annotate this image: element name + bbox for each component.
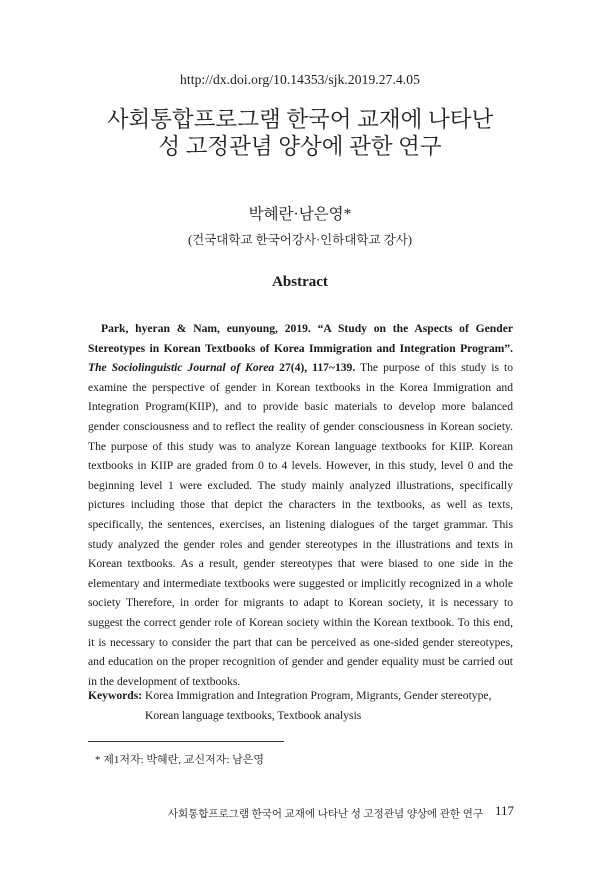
author-names: 박혜란·남은영* xyxy=(248,206,352,223)
keywords xyxy=(88,686,518,726)
doi-link[interactable]: http://dx.doi.org/10.14353/sjk.2019.27.4.05 xyxy=(180,72,420,87)
journal-volume: 27(4), 117~139. xyxy=(279,361,356,375)
keywords-line-2: Korean language textbooks, Textbook analysis xyxy=(145,709,362,722)
keywords-line-1: Korea Immigration and Integration Program, Migrants, Gender stereotype, xyxy=(145,689,492,702)
abstract-text: The purpose of this study is to examine the perspective of gender in Korean textbooks in the Korea Immigration and Integration Program(KIIP), and to provide basic materials to develop more balanced gender consciousness and to reflect the reality of gender consciousness in Korean society. The purpose of this study was to analyze Korean language textbooks for KIIP. Korean textbooks in KIIP are graded from 0 to 4 levels. However, in this study, level 0 and the beginning level 1 were excluded. The study mainly analyzed illustrations, specifically pictures including those that depict the characters in the textbooks, as well as texts, specifically, the sentences, exercises, an listening dialogues of the target grammar. This study analyzed the gender roles and gender stereotypes in the illustrations and texts in Korean textbooks. As a result, gender stereotypes that were biased to one side in the elementary and intermediate textbooks were suggested or implicitly recognized in a whole society Therefore, in order for migrants to adapt to Korean society, it is necessary to suggest the correct gender role of Korean society within the Korean textbook. To this end, it is necessary to consider the part that can be perceived as one-sided gender stereotypes, and education on the proper recognition of gender and gender equality must be carried out in the development of textbooks. xyxy=(88,361,514,688)
title-line-1: 사회통합프로그램 한국어 교재에 나타난 xyxy=(106,107,494,132)
abstract-heading: Abstract xyxy=(272,274,328,290)
page-number: 117 xyxy=(495,803,515,818)
abstract-body xyxy=(88,319,513,691)
footnote-divider xyxy=(88,741,284,742)
paper-title xyxy=(0,106,600,160)
citation-authors-title: Park, hyeran & Nam, eunyoung, 2019. “A Study on the Aspects of Gender Stereotypes in Korean Textbooks of Korea Immigration and Integration Program”. xyxy=(88,322,513,355)
journal-name: The Sociolinguistic Journal of Korea xyxy=(88,361,275,375)
abstract-paragraph xyxy=(88,319,513,691)
running-header: 사회통합프로그램 한국어 교재에 나타난 성 고정관념 양상에 관한 연구 xyxy=(167,809,483,820)
title-line-2: 성 고정관념 양상에 관한 연구 xyxy=(158,134,442,159)
author-affiliation: (건국대학교 한국어강사·인하대학교 강사) xyxy=(187,233,412,247)
keywords-label: Keywords: xyxy=(88,689,143,702)
footnote: * 제1저자: 박혜란, 교신저자: 남은영 xyxy=(95,754,264,766)
